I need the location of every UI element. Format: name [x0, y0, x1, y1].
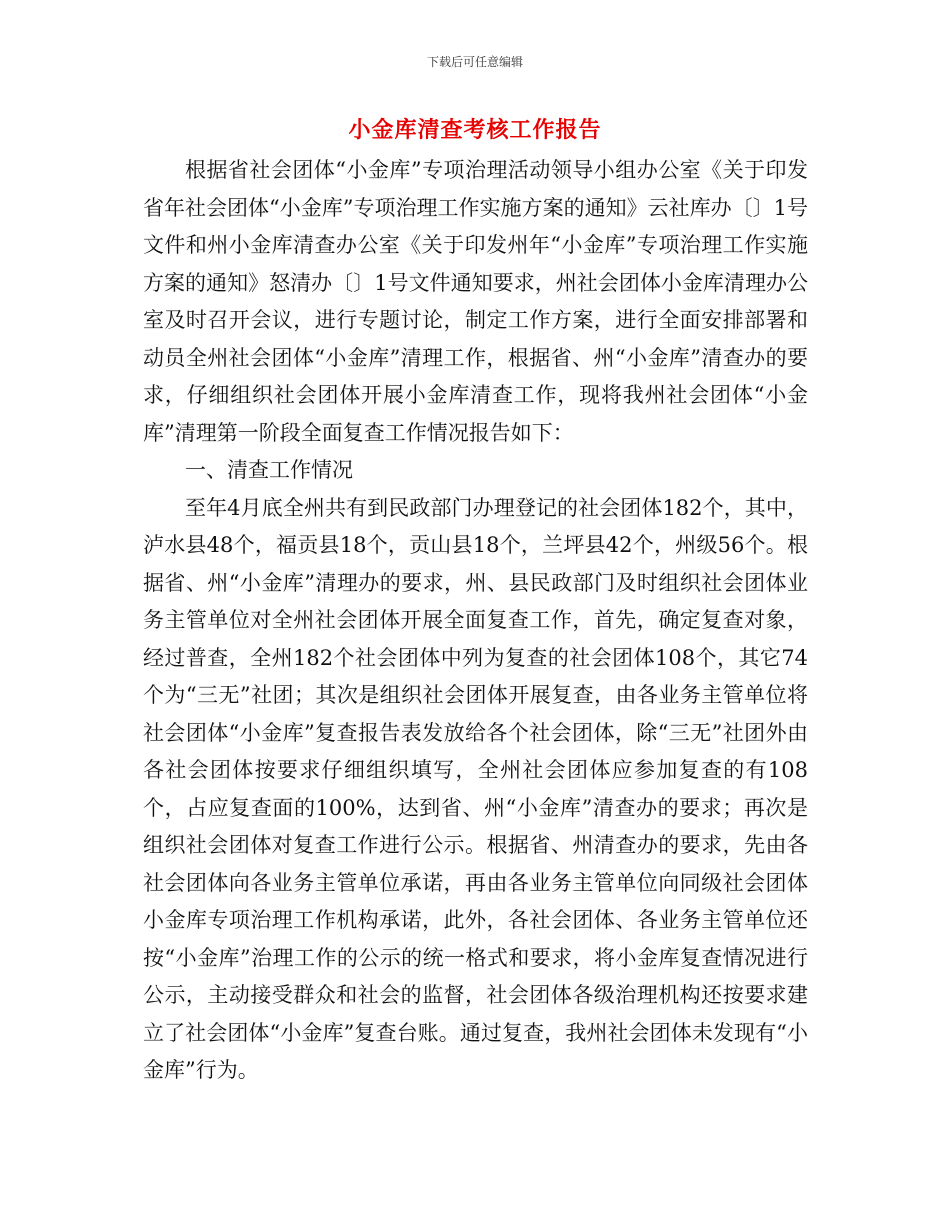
- section-heading: 一、清查工作情况: [185, 458, 353, 482]
- document-title: 小金库清查考核工作报告: [348, 118, 602, 143]
- paragraph-intro: 根据省社会团体“小金库”专项治理活动领导小组办公室《关于印发省年社会团体“小金库”专项治理工作实施方案的通知》云社库办〔〕1号文件和州小金库清查办公室《关于印发州年“小金库”专项治理工作实施方案的通知》怒清办〔〕1号文件通知要求，州社会团体小金库清理办公室及时召开会议，进行专题讨论，制定工作方案，进行全面安排部署和动员全州社会团体“小金库”清理工作，根据省、州“小金库”清查办的要求，仔细组织社会团体开展小金库清查工作，现将我州社会团体“小金库”清理第一阶段全面复查工作情况报告如下：: [143, 158, 808, 445]
- paragraph-inspection: 至年4月底全州共有到民政部门办理登记的社会团体182个，其中，泸水县48个，福贡县18个，贡山县18个，兰坪县42个，州级56个。根据省、州“小金库”清理办的要求，州、县民政部门及时组织社会团体业务主管单位对全州社会团体开展全面复查工作，首先，确定复查对象，经过普查，全州182个社会团体中列为复查的社会团体108个，其它74个为“三无”社团；其次是组织社会团体开展复查，由各业务主管单位将社会团体“小金库”复查报告表发放给各个社会团体，除“三无”社团外由各社会团体按要求仔细组织填写，全州社会团体应参加复查的有108个，占应复查面的100%，达到省、州“小金库”清查办的要求；再次是组织社会团体对复查工作进行公示。根据省、州清查办的要求，先由各社会团体向各业务主管单位承诺，再由各业务主管单位向同级社会团体小金库专项治理工作机构承诺，此外，各社会团体、各业务主管单位还按“小金库”治理工作的公示的统一格式和要求，将小金库复查情况进行公示，主动接受群众和社会的监督，社会团体各级治理机构还按要求建立了社会团体“小金库”复查台账。通过复查，我州社会团体未发现有“小金库”行为。: [143, 495, 808, 1082]
- page-header-note: 下载后可任意编辑: [426, 55, 523, 69]
- document-body: [143, 152, 808, 1090]
